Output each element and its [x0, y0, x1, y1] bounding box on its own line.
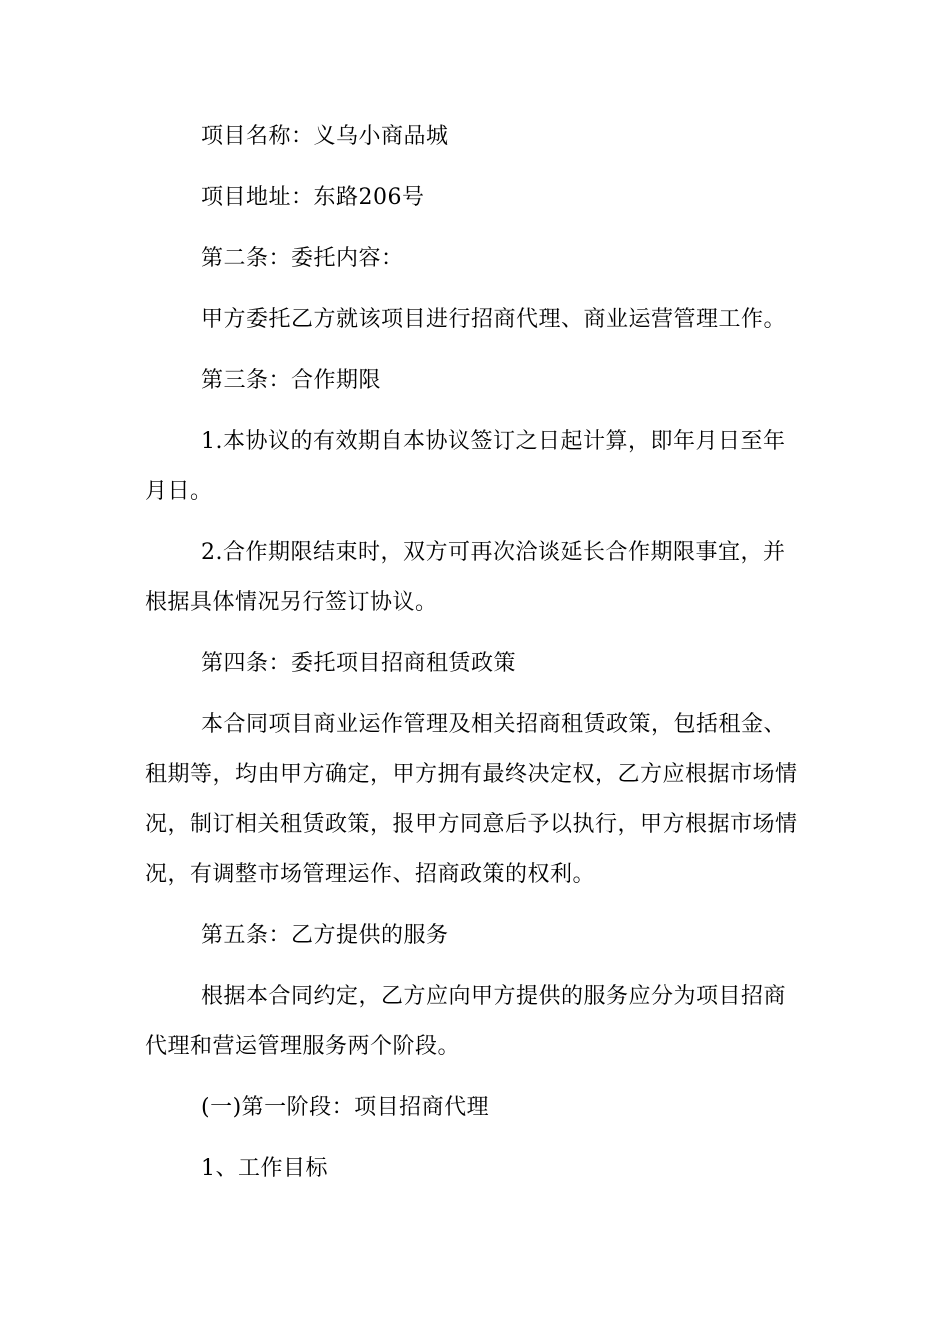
article-two-heading: 第二条：委托内容：: [201, 246, 404, 271]
phase-one-heading: (一)第一阶段：项目招商代理: [201, 1095, 490, 1120]
article-four-heading: 第四条：委托项目招商租赁政策: [201, 651, 517, 676]
project-name-line: 项目名称：义乌小商品城: [201, 124, 449, 149]
article-two-body: 甲方委托乙方就该项目进行招商代理、商业运营管理工作。: [201, 307, 787, 332]
article-three-clause-2: 2.合作期限结束时，双方可再次洽谈延长合作期限事宜，并根据具体情况另行签订协议。: [145, 540, 786, 615]
article-five-body: 根据本合同约定，乙方应向甲方提供的服务应分为项目招商代理和营运管理服务两个阶段。: [145, 984, 787, 1059]
article-five-heading: 第五条：乙方提供的服务: [201, 923, 449, 948]
article-three-heading: 第三条：合作期限: [201, 368, 382, 393]
project-address-line: 项目地址：东路206号: [201, 185, 425, 210]
article-three-clause-1: 1.本协议的有效期自本协议签订之日起计算，即年月日至年月日。: [145, 429, 786, 504]
document-body: [145, 112, 805, 1194]
article-four-body: 本合同项目商业运作管理及相关招商租赁政策，包括租金、租期等，均由甲方确定，甲方拥有最终决定权，乙方应根据市场情况，制订相关租赁政策，报甲方同意后予以执行，甲方根据市场情况，有调整市场管理运作、招商政策的权利。: [145, 712, 798, 887]
work-goal-heading: 1、工作目标: [201, 1156, 328, 1181]
